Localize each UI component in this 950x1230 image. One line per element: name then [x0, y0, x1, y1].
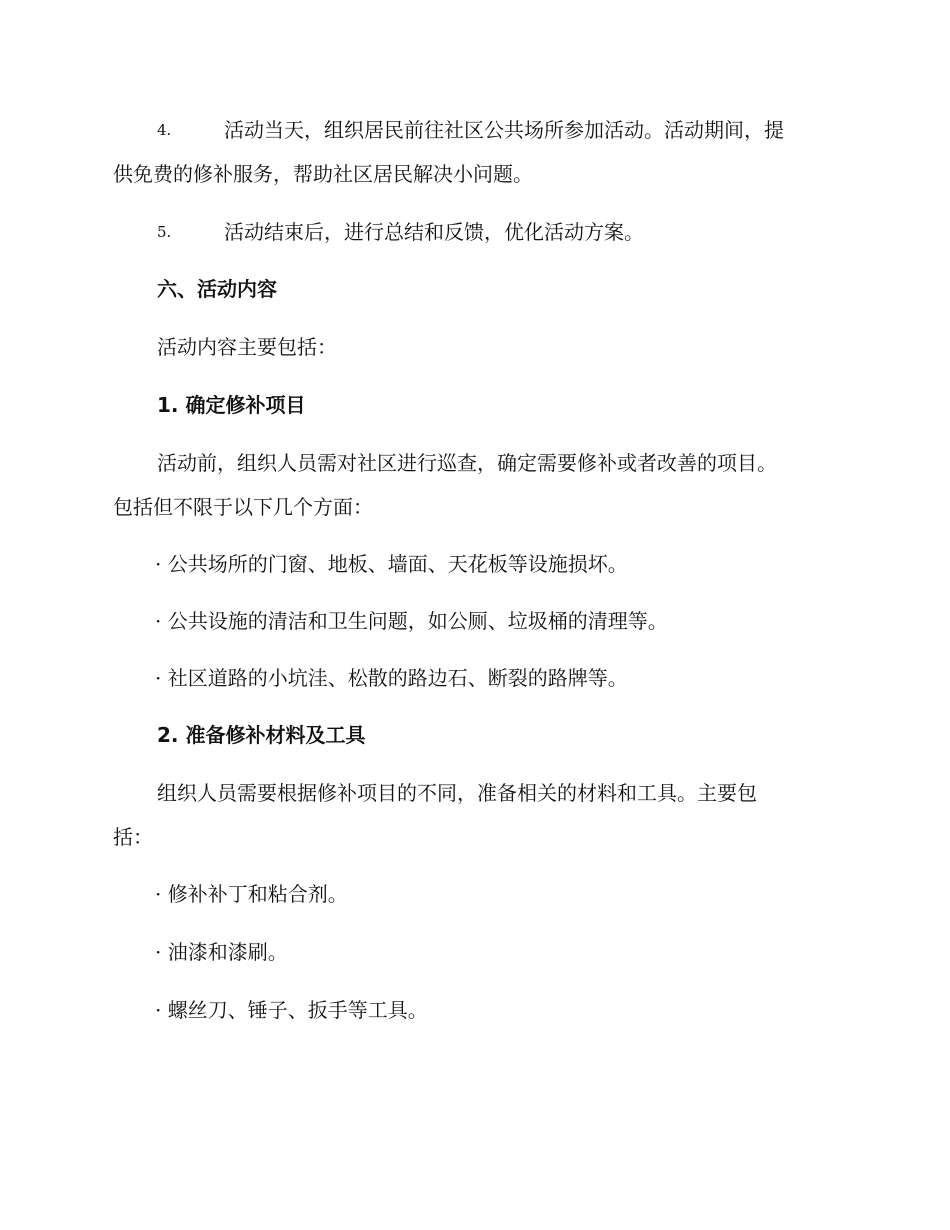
step-number: 5.: [157, 223, 172, 241]
subsection-heading: 2. 准备修补材料及工具: [157, 723, 366, 747]
section-heading: 六、活动内容: [157, 277, 277, 301]
bullet-item: · 螺丝刀、锤子、扳手等工具。: [155, 998, 428, 1022]
paragraph: 组织人员需要根据修补项目的不同，准备相关的材料和工具。主要包: [157, 781, 757, 805]
step-text: 活动当天，组织居民前往社区公共场所参加活动。活动期间，提: [224, 118, 784, 142]
paragraph-continued: 括：: [113, 825, 153, 849]
bullet-item: · 社区道路的小坑洼、松散的路边石、断裂的路牌等。: [155, 666, 628, 690]
paragraph: 活动前，组织人员需对社区进行巡查，确定需要修补或者改善的项目。: [157, 451, 777, 475]
step-number: 4.: [157, 121, 172, 139]
bullet-item: · 公共设施的清洁和卫生问题，如公厕、垃圾桶的清理等。: [155, 609, 668, 633]
step-text: 活动结束后，进行总结和反馈，优化活动方案。: [224, 220, 644, 244]
subsection-heading: 1. 确定修补项目: [157, 393, 306, 417]
step-text-continued: 供免费的修补服务，帮助社区居民解决小问题。: [113, 162, 533, 186]
bullet-item: · 修补补丁和粘合剂。: [155, 882, 348, 906]
paragraph-continued: 包括但不限于以下几个方面：: [113, 495, 373, 519]
intro-paragraph: 活动内容主要包括：: [157, 335, 337, 359]
bullet-item: · 公共场所的门窗、地板、墙面、天花板等设施损坏。: [155, 552, 628, 576]
bullet-item: · 油漆和漆刷。: [155, 940, 288, 964]
